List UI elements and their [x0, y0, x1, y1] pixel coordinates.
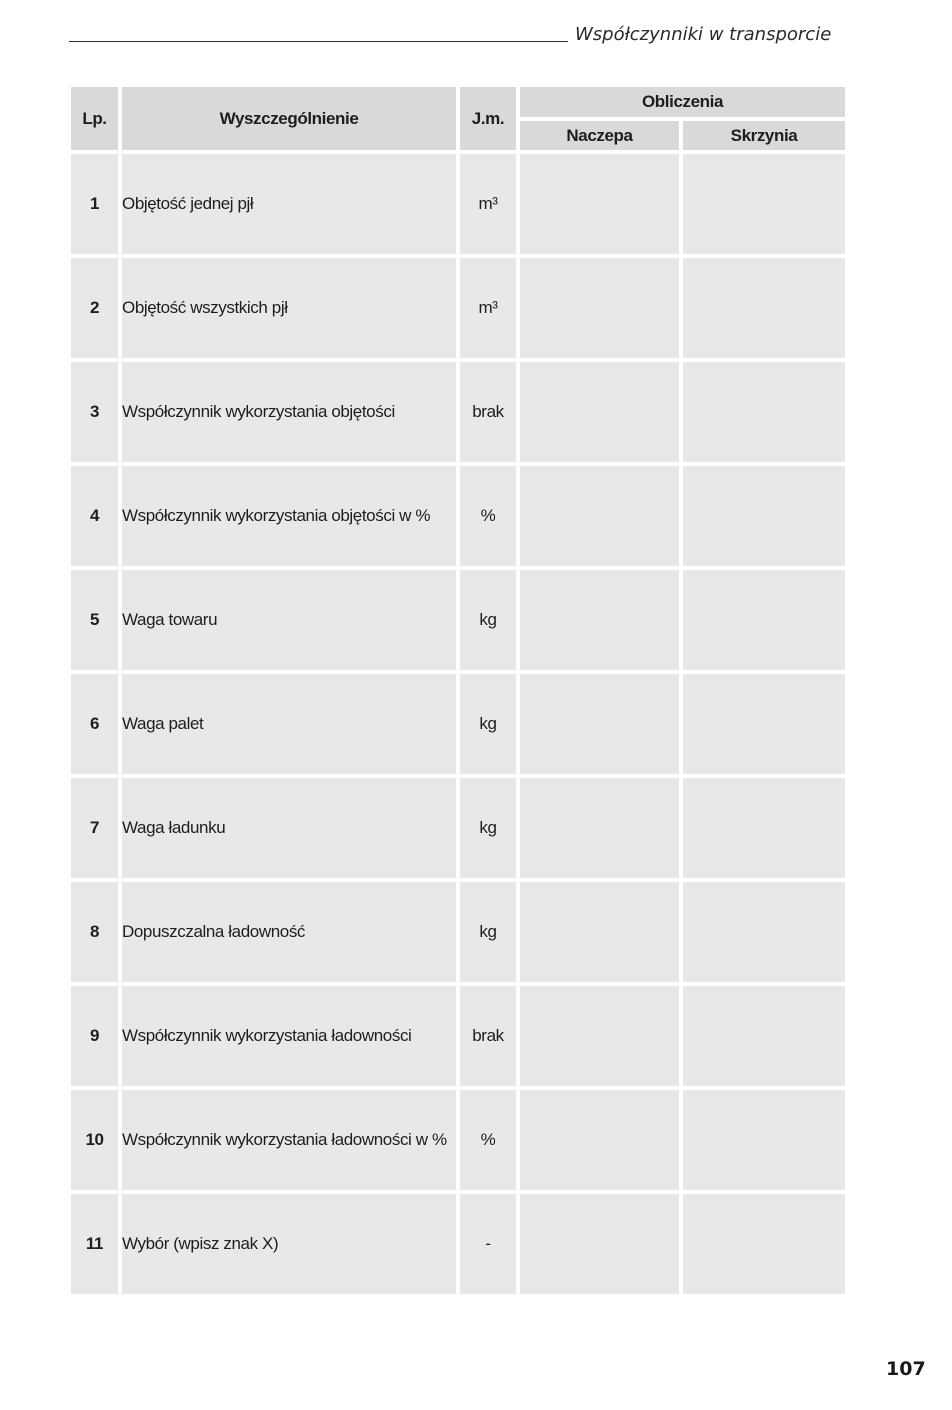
table-body [71, 154, 845, 1294]
skrzynia-value-cell[interactable] [683, 1090, 845, 1190]
naczepa-value-cell[interactable] [520, 674, 679, 774]
naczepa-value-cell[interactable] [520, 154, 679, 254]
row-description: Współczynnik wykorzystania objętości w % [122, 466, 456, 566]
table-row [71, 362, 845, 462]
skrzynia-value-cell[interactable] [683, 362, 845, 462]
table-row [71, 1194, 845, 1294]
row-unit: kg [460, 882, 516, 982]
column-header-lp: Lp. [71, 87, 118, 150]
naczepa-value-cell[interactable] [520, 1194, 679, 1294]
table-row [71, 882, 845, 982]
row-description: Objętość wszystkich pjł [122, 258, 456, 358]
row-unit: kg [460, 778, 516, 878]
row-number: 9 [71, 986, 118, 1086]
row-description: Waga towaru [122, 570, 456, 670]
row-description: Waga palet [122, 674, 456, 774]
row-number: 6 [71, 674, 118, 774]
row-description: Dopuszczalna ładowność [122, 882, 456, 982]
row-number: 10 [71, 1090, 118, 1190]
skrzynia-value-cell[interactable] [683, 154, 845, 254]
row-number: 8 [71, 882, 118, 982]
naczepa-value-cell[interactable] [520, 466, 679, 566]
skrzynia-value-cell[interactable] [683, 674, 845, 774]
row-number: 5 [71, 570, 118, 670]
row-number: 4 [71, 466, 118, 566]
column-header-naczepa: Naczepa [520, 121, 679, 150]
skrzynia-value-cell[interactable] [683, 986, 845, 1086]
row-unit: kg [460, 570, 516, 670]
column-header-description: Wyszczególnienie [122, 87, 456, 150]
naczepa-value-cell[interactable] [520, 570, 679, 670]
row-description: Objętość jednej pjł [122, 154, 456, 254]
skrzynia-value-cell[interactable] [683, 1194, 845, 1294]
column-header-unit: J.m. [460, 87, 516, 150]
column-header-calculations: Obliczenia [520, 87, 845, 117]
naczepa-value-cell[interactable] [520, 778, 679, 878]
table-row [71, 154, 845, 254]
row-unit: - [460, 1194, 516, 1294]
table-row [71, 1090, 845, 1190]
row-description: Wybór (wpisz znak X) [122, 1194, 456, 1294]
row-number: 1 [71, 154, 118, 254]
naczepa-value-cell[interactable] [520, 882, 679, 982]
table-row [71, 258, 845, 358]
skrzynia-value-cell[interactable] [683, 258, 845, 358]
table-row [71, 466, 845, 566]
header-rule [69, 41, 568, 42]
skrzynia-value-cell[interactable] [683, 570, 845, 670]
naczepa-value-cell[interactable] [520, 258, 679, 358]
row-description: Współczynnik wykorzystania ładowności w % [122, 1090, 456, 1190]
column-header-skrzynia: Skrzynia [683, 121, 845, 150]
table-row [71, 986, 845, 1086]
table-row [71, 570, 845, 670]
row-number: 2 [71, 258, 118, 358]
naczepa-value-cell[interactable] [520, 1090, 679, 1190]
row-description: Współczynnik wykorzystania ładowności [122, 986, 456, 1086]
row-unit: % [460, 466, 516, 566]
table-row [71, 674, 845, 774]
row-description: Waga ładunku [122, 778, 456, 878]
row-unit: m³ [460, 258, 516, 358]
skrzynia-value-cell[interactable] [683, 882, 845, 982]
page-number: 107 [886, 1358, 926, 1380]
row-unit: kg [460, 674, 516, 774]
skrzynia-value-cell[interactable] [683, 466, 845, 566]
naczepa-value-cell[interactable] [520, 986, 679, 1086]
running-title: Współczynniki w transporcie [575, 24, 832, 45]
row-number: 7 [71, 778, 118, 878]
row-number: 3 [71, 362, 118, 462]
row-unit: brak [460, 986, 516, 1086]
row-number: 11 [71, 1194, 118, 1294]
skrzynia-value-cell[interactable] [683, 778, 845, 878]
row-description: Współczynnik wykorzystania objętości [122, 362, 456, 462]
row-unit: % [460, 1090, 516, 1190]
naczepa-value-cell[interactable] [520, 362, 679, 462]
row-unit: brak [460, 362, 516, 462]
calculation-table [67, 83, 849, 1298]
table-row [71, 778, 845, 878]
row-unit: m³ [460, 154, 516, 254]
